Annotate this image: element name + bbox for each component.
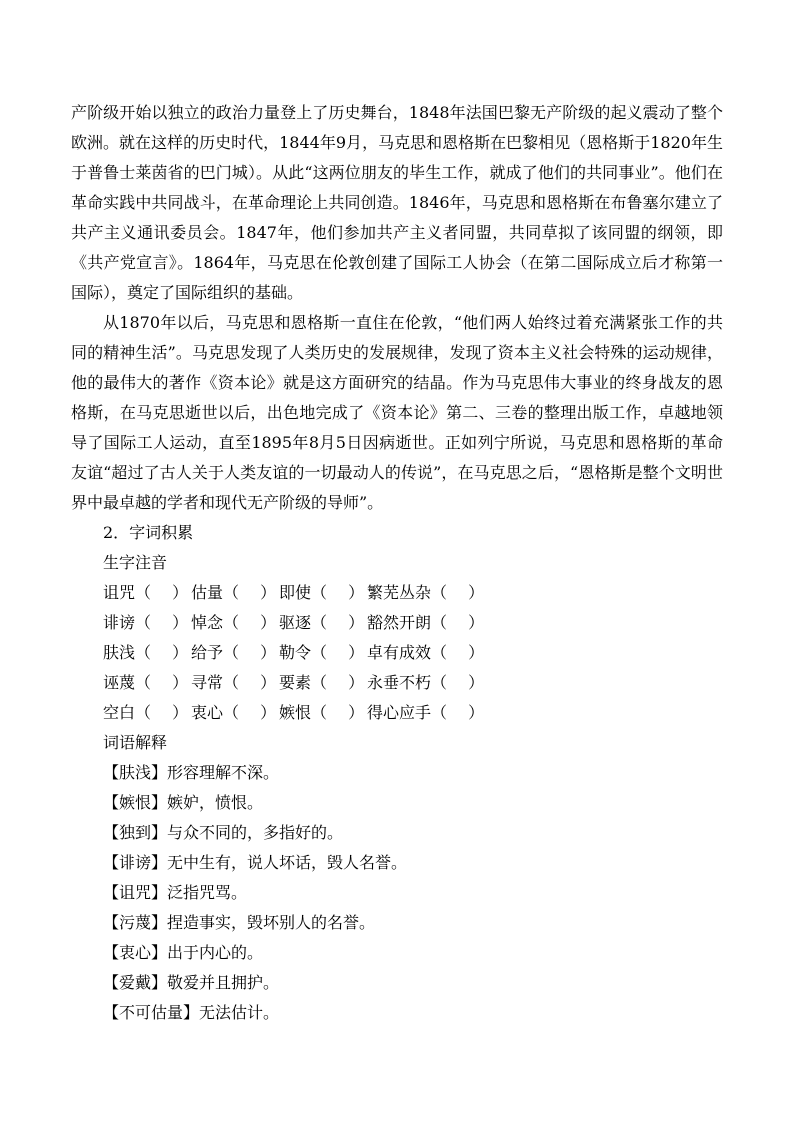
answer-blank[interactable]: （ ） [223,703,277,722]
definition-item [71,788,723,818]
definition-item [71,968,723,998]
zhuyin-item [191,698,279,728]
answer-blank[interactable]: （ ） [431,643,485,662]
definition-term: 【诽谤】 [103,853,168,872]
zhuyin-word: 永垂不朽 [367,673,432,692]
zhuyin-word: 豁然开朗 [367,613,432,632]
definition-meaning: 与众不同的，多指好的。 [167,823,344,842]
definition-item [71,938,723,968]
document-content [71,98,723,1028]
answer-blank[interactable]: （ ） [135,613,189,632]
definition-item [71,998,723,1028]
answer-blank[interactable]: （ ） [135,673,189,692]
answer-blank[interactable]: （ ） [135,583,189,602]
zhuyin-item [279,608,367,638]
answer-blank[interactable]: （ ） [135,643,189,662]
zhuyin-item [279,578,367,608]
zhuyin-word: 繁芜丛杂 [367,583,432,602]
zhuyin-title: 生字注音 [103,553,168,572]
zhuyin-item [191,638,279,668]
explain-title: 词语解释 [103,733,168,752]
definition-meaning: 形容理解不深。 [167,763,280,782]
answer-blank[interactable]: （ ） [223,673,277,692]
answer-blank[interactable]: （ ） [311,643,365,662]
answer-blank[interactable]: （ ） [431,673,485,692]
answer-blank[interactable]: （ ） [223,583,277,602]
zhuyin-item [103,608,191,638]
definition-meaning: 出于内心的。 [167,943,264,962]
zhuyin-word: 给予 [191,643,224,662]
zhuyin-word: 悼念 [191,613,224,632]
zhuyin-item [279,698,367,728]
zhuyin-row [71,578,723,608]
answer-blank[interactable]: （ ） [431,613,485,632]
definition-meaning: 无中生有，说人坏话，毁人名誉。 [167,853,408,872]
answer-blank[interactable]: （ ） [223,643,277,662]
definition-meaning: 泛指咒骂。 [167,883,248,902]
zhuyin-word: 衷心 [191,703,224,722]
definition-term: 【独到】 [103,823,168,842]
zhuyin-word: 估量 [191,583,224,602]
zhuyin-word: 诅咒 [103,583,136,602]
definition-term: 【肤浅】 [103,763,168,782]
zhuyin-word: 得心应手 [367,703,432,722]
zhuyin-word: 空白 [103,703,136,722]
definition-term: 【污蔑】 [103,913,168,932]
zhuyin-item [367,698,507,728]
zhuyin-row [71,668,723,698]
zhuyin-item [279,668,367,698]
zhuyin-word: 嫉恨 [279,703,312,722]
zhuyin-exercise [71,578,723,728]
answer-blank[interactable]: （ ） [223,613,277,632]
definition-meaning: 无法估计。 [199,1003,280,1022]
zhuyin-item [191,578,279,608]
definition-meaning: 嫉妒，愤恨。 [167,793,264,812]
definition-term: 【诅咒】 [103,883,168,902]
zhuyin-row [71,608,723,638]
zhuyin-item [103,668,191,698]
zhuyin-item [367,668,507,698]
answer-blank[interactable]: （ ） [311,583,365,602]
definition-meaning: 敬爱并且拥护。 [167,973,280,992]
zhuyin-item [103,698,191,728]
definition-item [71,878,723,908]
zhuyin-word: 驱逐 [279,613,312,632]
definition-meaning: 捏造事实，毁坏别人的名誉。 [167,913,376,932]
answer-blank[interactable]: （ ） [135,703,189,722]
paragraph-friendship: 从1870年以后，马克思和恩格斯一直住在伦敦，“他们两人始终过着充满紧张工作的共同的精神生活”。马克思发现了人类历史的发展规律，发现了资本主义社会特殊的运动规律，他的最伟大的著作《资本论》就是这方面研究的结晶。作为马克思伟大事业的终身战友的恩格斯，在马克思逝世以后，出色地完成了《资本论》第二、三卷的整理出版工作，卓越地领导了国际工人运动，直至1895年8月5日因病逝世。正如列宁所说，马克思和恩格斯的革命友谊“超过了古人关于人类友谊的一切最动人的传说”，在马克思之后，“恩格斯是整个文明世界中最卓越的学者和现代无产阶级的导师”。 [71,313,723,512]
answer-blank[interactable]: （ ） [311,673,365,692]
definition-term: 【爱戴】 [103,973,168,992]
zhuyin-word: 肤浅 [103,643,136,662]
definition-term: 【不可估量】 [103,1003,200,1022]
answer-blank[interactable]: （ ） [431,583,485,602]
answer-blank[interactable]: （ ） [431,703,485,722]
zhuyin-row [71,698,723,728]
zhuyin-word: 要素 [279,673,312,692]
zhuyin-item [191,608,279,638]
definition-item [71,848,723,878]
zhuyin-item [103,578,191,608]
definition-term: 【衷心】 [103,943,168,962]
definition-item [71,818,723,848]
definition-term: 【嫉恨】 [103,793,168,812]
answer-blank[interactable]: （ ） [311,703,365,722]
paragraph-history: 产阶级开始以独立的政治力量登上了历史舞台，1848年法国巴黎无产阶级的起义震动了整个欧洲。就在这样的历史时代，1844年9月，马克思和恩格斯在巴黎相见（恩格斯于1820年生于普鲁士莱茵省的巴门城）。从此“这两位朋友的毕生工作，就成了他们的共同事业”。他们在革命实践中共同战斗，在革命理论上共同创造。1846年，马克思和恩格斯在布鲁塞尔建立了共产主义通讯委员会。1847年，他们参加共产主义者同盟，共同草拟了该同盟的纲领，即《共产党宣言》。1864年，马克思在伦敦创建了国际工人协会（在第二国际成立后才称第一国际），奠定了国际组织的基础。 [71,103,723,302]
zhuyin-word: 诬蔑 [103,673,136,692]
definition-list [71,758,723,1028]
zhuyin-word: 诽谤 [103,613,136,632]
zhuyin-item [191,668,279,698]
zhuyin-row [71,638,723,668]
zhuyin-word: 卓有成效 [367,643,432,662]
definition-item [71,758,723,788]
zhuyin-word: 即使 [279,583,312,602]
zhuyin-word: 寻常 [191,673,224,692]
definition-item [71,908,723,938]
zhuyin-item [367,578,507,608]
section-heading: 2．字词积累 [103,523,194,542]
zhuyin-item [279,638,367,668]
zhuyin-word: 勒令 [279,643,312,662]
zhuyin-item [103,638,191,668]
zhuyin-item [367,638,507,668]
zhuyin-item [367,608,507,638]
answer-blank[interactable]: （ ） [311,613,365,632]
